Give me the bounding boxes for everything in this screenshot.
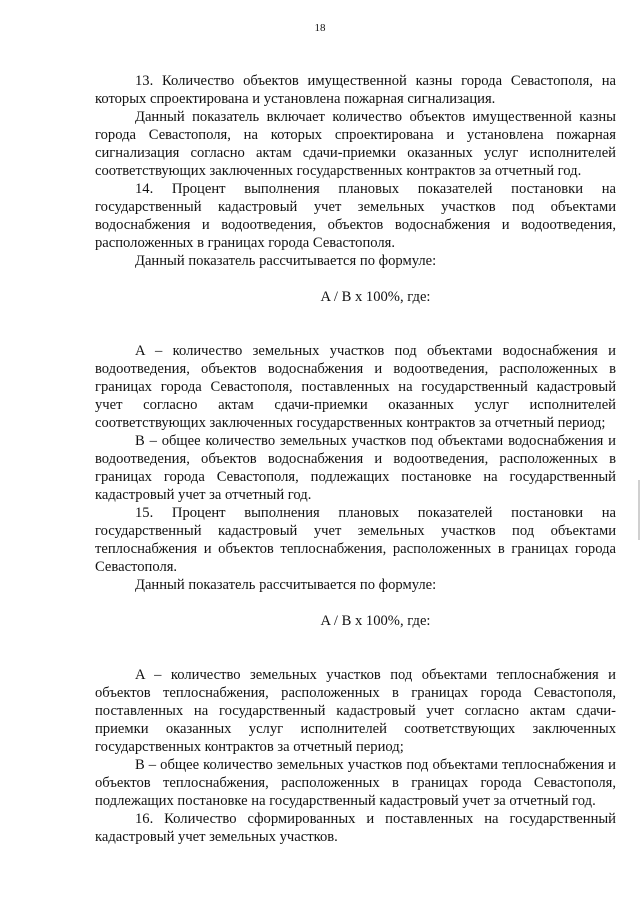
item-15-variable-b: B – общее количество земельных участков под объектами теплоснабжения и объектов теплоснабжения, расположенных в границах города Севастополя, подлежащих постановке на государственный кадастровый учет за отчетный год.	[95, 757, 616, 809]
item-14-variable-a: A – количество земельных участков под объектами водоснабжения и водоотведения, объектов водоснабжения и водоотведения, расположенных в границах города Севастополя, поставленных на государственный кадастровый учет согласно актам сдачи-приемки оказанных услуг исполнителей соответствующих заключенных государственных контрактов за отчетный период;	[95, 343, 616, 431]
item-13-description: Данный показатель включает количество объектов имущественной казны города Севастополя, на которых спроектирована и установлена пожарная сигнализация согласно актам сдачи-приемки оказанных услуг исполнителей соответствующих заключенных государственных контрактов за отчетный год.	[95, 109, 616, 179]
item-14-formula-intro: Данный показатель рассчитывается по формуле:	[135, 253, 437, 269]
item-14-title: 14. Процент выполнения плановых показателей постановки на государственный кадастровый учет земельных участков под объектами водоснабжения и водоотведения, объектов водоснабжения и водоотведения, расположенных в границах города Севастополя.	[95, 181, 616, 251]
item-14-formula: A / B x 100%, где:	[320, 289, 431, 305]
item-14-variable-b: B – общее количество земельных участков под объектами водоснабжения и водоотведения, объектов водоснабжения и водоотведения, расположенных в границах города Севастополя, подлежащих постановке на государственный кадастровый учет за отчетный год.	[95, 433, 616, 503]
item-15-title: 15. Процент выполнения плановых показателей постановки на государственный кадастровый учет земельных участков под объектами теплоснабжения и объектов теплоснабжения, расположенных в границах города Севастополя.	[95, 505, 616, 575]
item-15-formula-intro: Данный показатель рассчитывается по формуле:	[135, 577, 437, 593]
item-16-title: 16. Количество сформированных и поставленных на государственный кадастровый учет земельных участков.	[95, 811, 616, 845]
item-13-title: 13. Количество объектов имущественной казны города Севастополя, на которых спроектирована и установлена пожарная сигнализация.	[95, 73, 616, 107]
document-body	[95, 72, 616, 846]
page-number: 18	[314, 22, 326, 34]
item-15-formula: A / B x 100%, где:	[320, 613, 431, 629]
item-15-variable-a: A – количество земельных участков под объектами теплоснабжения и объектов теплоснабжения, расположенных в границах города Севастополя, поставленных на государственный кадастровый учет согласно актам сдачи-приемки оказанных услуг исполнителей соответствующих заключенных государственных контрактов за отчетный период;	[95, 667, 616, 755]
